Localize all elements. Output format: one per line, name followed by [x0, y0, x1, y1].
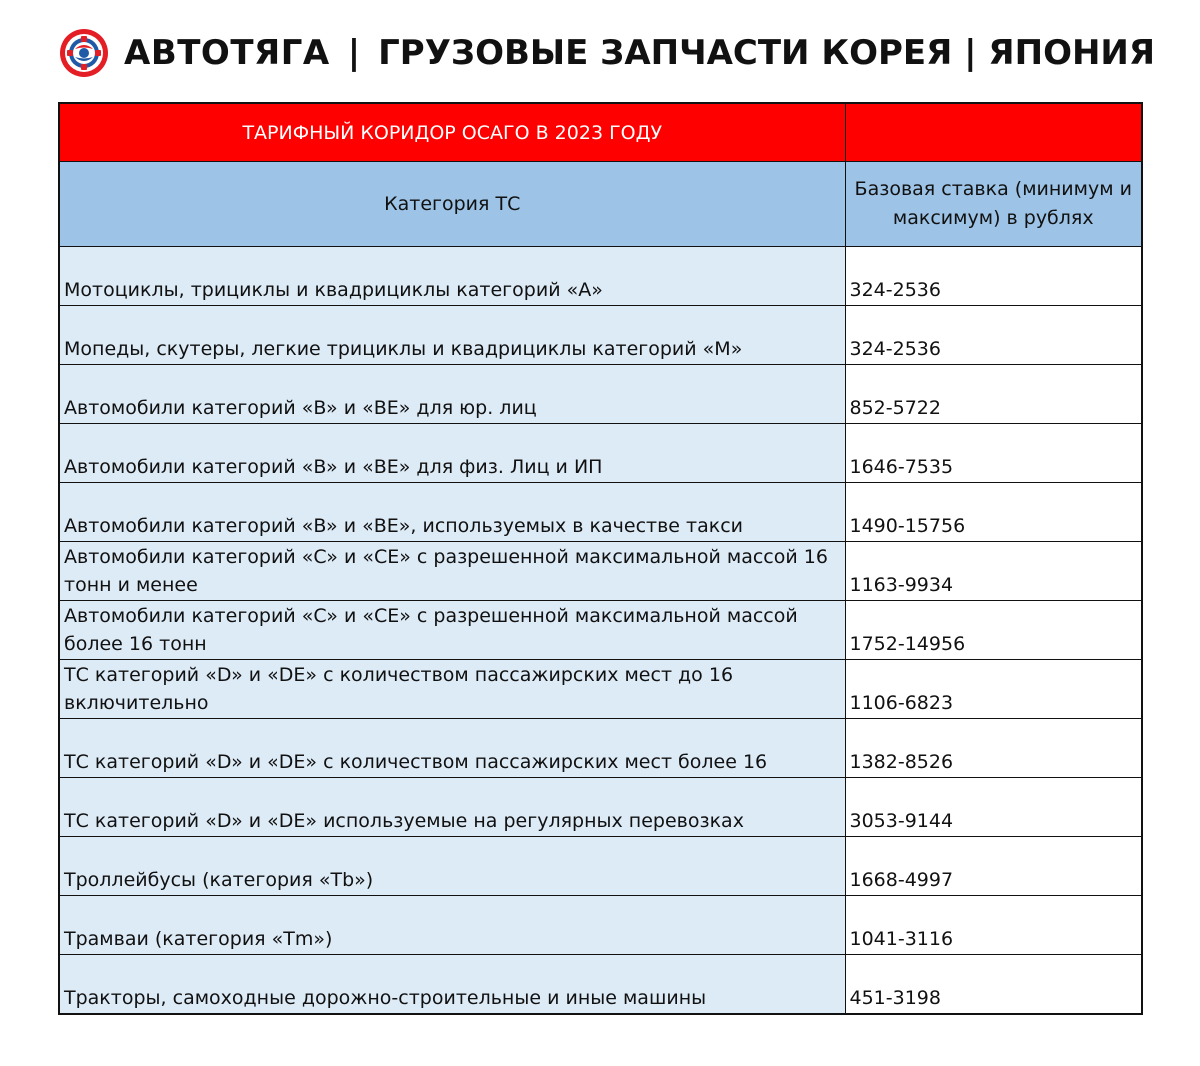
header-tagline: ГРУЗОВЫЕ ЗАПЧАСТИ КОРЕЯ | ЯПОНИЯ: [378, 33, 1156, 73]
rate-cell: 451-3198: [845, 955, 1142, 1015]
category-cell: Тракторы, самоходные дорожно-строительные и иные машины: [59, 955, 845, 1015]
tariff-table: [58, 102, 1143, 1015]
rate-cell: 1163-9934: [845, 542, 1142, 601]
table-row: [59, 306, 1142, 365]
table-row: [59, 837, 1142, 896]
table-title: ТАРИФНЫЙ КОРИДОР ОСАГО В 2023 ГОДУ: [59, 103, 845, 162]
rate-cell: 324-2536: [845, 306, 1142, 365]
table-row: [59, 896, 1142, 955]
category-cell: ТС категорий «D» и «DE» с количеством пассажирских мест до 16 включительно: [59, 660, 845, 719]
category-cell: Автомобили категорий «C» и «CE» с разрешенной максимальной массой 16 тонн и менее: [59, 542, 845, 601]
gear-logo-icon: [58, 27, 110, 79]
header-separator: |: [347, 33, 361, 73]
table-title-empty-cell: [845, 103, 1142, 162]
rate-cell: 1106-6823: [845, 660, 1142, 719]
category-cell: Автомобили категорий «B» и «BE» для физ. Лиц и ИП: [59, 424, 845, 483]
category-cell: Автомобили категорий «B» и «BE» для юр. лиц: [59, 365, 845, 424]
rate-cell: 852-5722: [845, 365, 1142, 424]
table-row: [59, 601, 1142, 660]
table-row: [59, 424, 1142, 483]
rate-cell: 1668-4997: [845, 837, 1142, 896]
rate-cell: 324-2536: [845, 247, 1142, 306]
table-row: [59, 719, 1142, 778]
rate-cell: 1382-8526: [845, 719, 1142, 778]
table-row: [59, 247, 1142, 306]
rate-cell: 1041-3116: [845, 896, 1142, 955]
table-row: [59, 778, 1142, 837]
category-cell: Автомобили категорий «C» и «CE» с разрешенной максимальной массой более 16 тонн: [59, 601, 845, 660]
column-header-category: Категория ТС: [59, 162, 845, 247]
page-header: [58, 22, 1158, 84]
rate-cell: 3053-9144: [845, 778, 1142, 837]
rate-cell: 1646-7535: [845, 424, 1142, 483]
category-cell: ТС категорий «D» и «DE» используемые на регулярных перевозках: [59, 778, 845, 837]
category-cell: Автомобили категорий «B» и «BE», используемых в качестве такси: [59, 483, 845, 542]
table-row: [59, 365, 1142, 424]
category-cell: Троллейбусы (категория «Tb»): [59, 837, 845, 896]
category-cell: ТС категорий «D» и «DE» с количеством пассажирских мест более 16: [59, 719, 845, 778]
table-title-row: [59, 103, 1142, 162]
table-header-row: [59, 162, 1142, 247]
table-row: [59, 955, 1142, 1015]
category-cell: Трамваи (категория «Tm»): [59, 896, 845, 955]
rate-cell: 1752-14956: [845, 601, 1142, 660]
brand-name: АВТОТЯГА: [124, 33, 330, 73]
tariff-table-container: [58, 102, 1141, 1015]
category-cell: Мотоциклы, трициклы и квадрициклы категорий «А»: [59, 247, 845, 306]
rate-cell: 1490-15756: [845, 483, 1142, 542]
table-row: [59, 483, 1142, 542]
category-cell: Мопеды, скутеры, легкие трициклы и квадрициклы категорий «М»: [59, 306, 845, 365]
column-header-rate: Базовая ставка (минимум и максимум) в рублях: [845, 162, 1142, 247]
table-row: [59, 542, 1142, 601]
table-row: [59, 660, 1142, 719]
